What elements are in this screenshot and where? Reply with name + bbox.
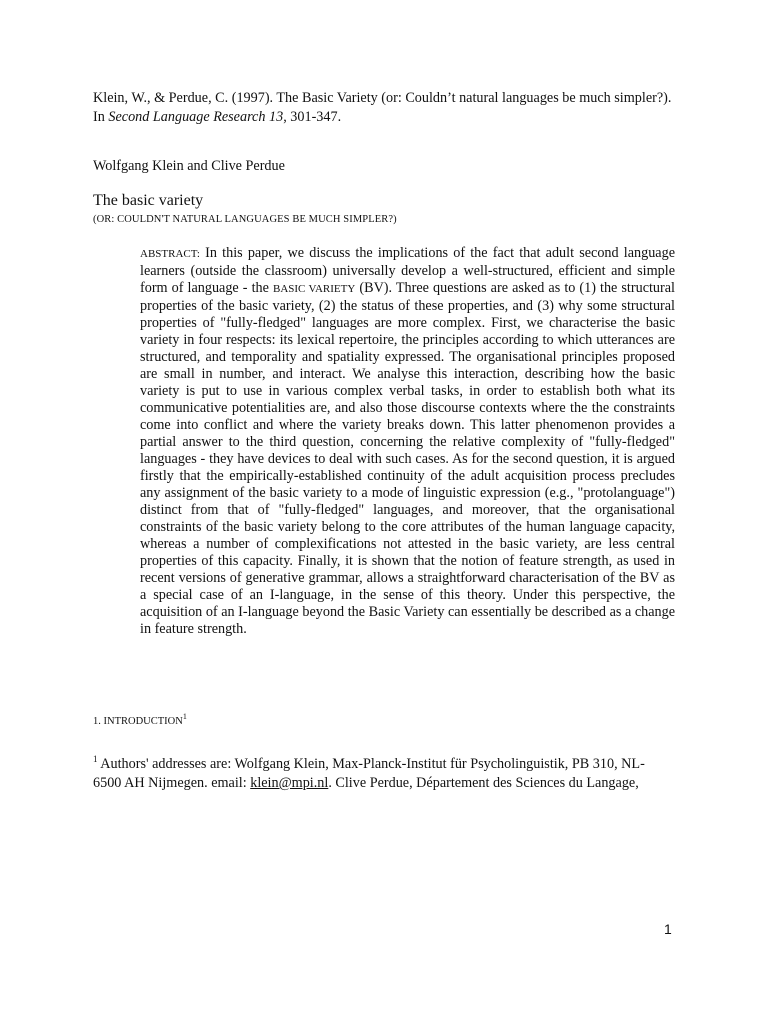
byline: Wolfgang Klein and Clive Perdue (93, 158, 285, 174)
citation-authors: Klein, W., & Perdue, C. (1997). The Basic Variety (or: Couldn’t natural languages be much simpler?). In (93, 90, 672, 125)
footnote-marker: 1 (93, 754, 98, 764)
section-heading-text: 1. INTRODUCTION (93, 716, 183, 727)
citation-journal: Second Language Research 13 (108, 109, 284, 125)
email-link[interactable]: klein@mpi.nl (250, 775, 329, 791)
footnote-reference[interactable]: 1 (182, 712, 187, 721)
footnote-text-part2: . Clive Perdue, Département des Sciences du Langage, (328, 775, 639, 791)
footnote-text-part1: Authors' addresses are: Wolfgang Klein, Max-Planck-Institut für Psycholinguistik, PB 310, NL-6500 AH Nijmegen. email: (93, 756, 645, 791)
abstract-text-part2: (BV). Three questions are asked as to (1) the structural properties of the basic variety, (2) the status of these properties, and (3) why some structural properties of "fully-fledged" languages are more complex. First, we characterise the basic variety in four respects: its lexical repertoire, the principles according to which utterances are structured, and temporality and spatiality expressed. The organisational principles proposed are small in number, and interact. We analyse this interaction, describing how the basic variety is put to use in various complex verbal tasks, in order to establish both what its communicative potentialities are, and also those discourse contexts where the the constraints come into conflict and where the variety breaks down. This latter phenomenon provides a partial answer to the third question, concerning the relative complexity of "fully-fledged" languages - they have devices to deal with such cases. As for the second question, it is argued firstly that the empirically-established continuity of the adult acquisition process precludes any assignment of the basic variety to a mode of linguistic expression (e.g., "protolanguage") distinct from that of "fully-fledged" languages, and moreover, that the organisational constraints of the basic variety belong to the core attributes of the human language capacity, whereas a number of complexifications not attested in the basic variety, are less central properties of this capacity. Finally, it is shown that the notion of feature strength, as used in recent versions of generative grammar, allows a straightforward characterisation of the BV as a special case of an I-language, in the sense of this theory. Under this perspective, the acquisition of an I-language beyond the Basic Variety can essentially be described as a change in feature strength. (140, 280, 675, 637)
citation (93, 89, 683, 127)
footnote (93, 750, 673, 793)
paper-subtitle: (OR: COULDN'T NATURAL LANGUAGES BE MUCH SIMPLER?) (93, 214, 397, 225)
basic-variety-label: BASIC VARIETY (272, 283, 356, 295)
citation-pages: , 301-347. (283, 109, 342, 125)
section-heading (93, 710, 187, 729)
abstract (140, 245, 675, 638)
abstract-label: ABSTRACT: (140, 248, 200, 260)
abstract-text-part1: In this paper, we discuss the implications of the fact that adult second language learners (outside the classroom) universally develop a well-structured, efficient and simple form of language - the (140, 245, 675, 296)
page-number: 1 (664, 921, 672, 937)
paper-title: The basic variety (93, 192, 204, 209)
